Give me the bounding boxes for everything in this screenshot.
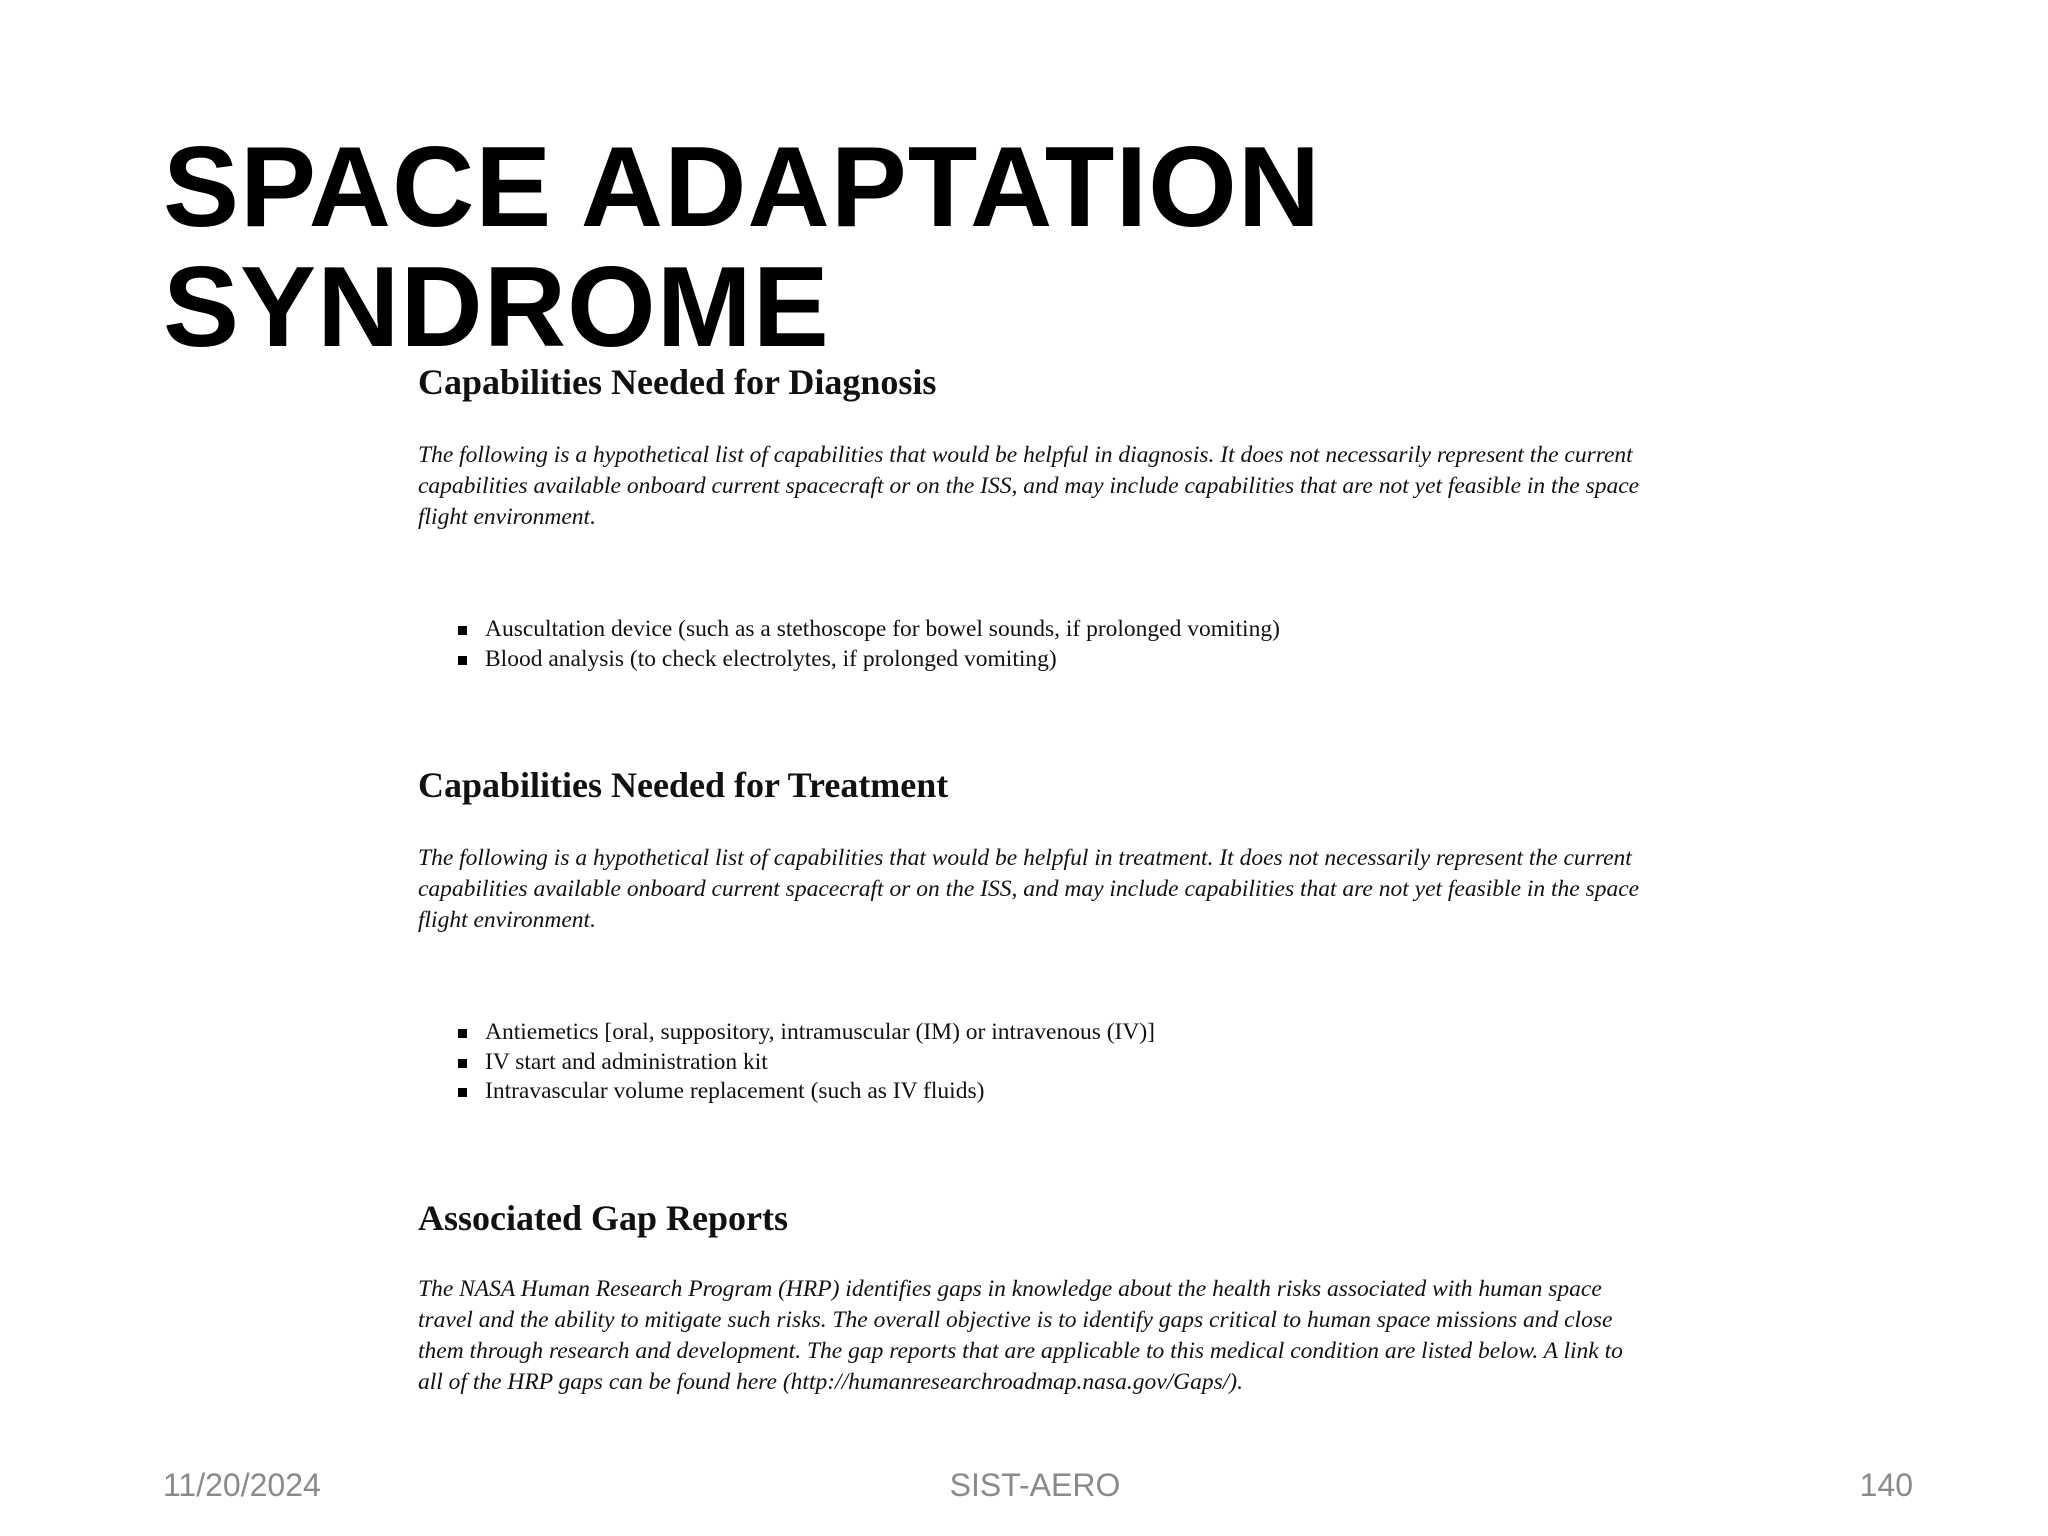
- footer-label: SIST-AERO: [949, 1467, 1121, 1503]
- slide-title-line-1: SPACE ADAPTATION: [163, 124, 1322, 251]
- diagnosis-paragraph: The following is a hypothetical list of capabilities that would be helpful in diagnosis. It does not necessarily represent the current capabilities available onboard current spacecraft or on the ISS, and may include capabilities that are not yet feasible in the space flight environment.: [418, 442, 1640, 530]
- list-item-text: Intravascular volume replacement (such as IV fluids): [485, 1078, 985, 1104]
- list-item-text: Antiemetics [oral, suppository, intramuscular (IM) or intravenous (IV)]: [485, 1019, 1156, 1045]
- slide-title-line-2: SYNDROME: [163, 244, 830, 371]
- list-item: [458, 1018, 1155, 1048]
- list-item-text: Auscultation device (such as a stethoscope for bowel sounds, if prolonged vomiting): [485, 616, 1280, 642]
- diagnosis-list: [458, 615, 1280, 674]
- list-item-text: Blood analysis (to check electrolytes, if prolonged vomiting): [485, 645, 1057, 672]
- footer-date: 11/20/2024: [163, 1467, 321, 1503]
- bullet-icon: [458, 1059, 467, 1068]
- list-item: [458, 1077, 1155, 1107]
- list-item-text: IV start and administration kit: [485, 1048, 768, 1075]
- list-item: [458, 1048, 1155, 1078]
- slide-title: [163, 124, 1322, 371]
- treatment-paragraph: The following is a hypothetical list of capabilities that would be helpful in treatment. It does not necessarily represent the current capabilities available onboard current spacecraft or on the ISS, and may include capabilities that are not yet feasible in the space flight environment.: [418, 845, 1640, 933]
- gap-reports-heading: Associated Gap Reports: [418, 1198, 788, 1238]
- page-number: 140: [1859, 1467, 1913, 1503]
- list-item: [458, 615, 1280, 645]
- treatment-list: [458, 1018, 1155, 1107]
- diagnosis-heading: Capabilities Needed for Diagnosis: [418, 362, 937, 402]
- bullet-icon: [458, 1088, 467, 1097]
- bullet-icon: [458, 626, 467, 635]
- bullet-icon: [458, 1029, 467, 1038]
- gap-reports-paragraph: The NASA Human Research Program (HRP) identifies gaps in knowledge about the health risks associated with human space travel and the ability to mitigate such risks. The overall objective is to identify gaps critical to human space missions and close them through research and development. The gap reports that are applicable to this medical condition are listed below. A link to all of the HRP gaps can be found here (http://humanresearchroadmap.nasa.gov/Gaps/).: [418, 1276, 1623, 1395]
- bullet-icon: [458, 656, 467, 665]
- list-item: [458, 645, 1280, 675]
- treatment-heading: Capabilities Needed for Treatment: [418, 765, 949, 805]
